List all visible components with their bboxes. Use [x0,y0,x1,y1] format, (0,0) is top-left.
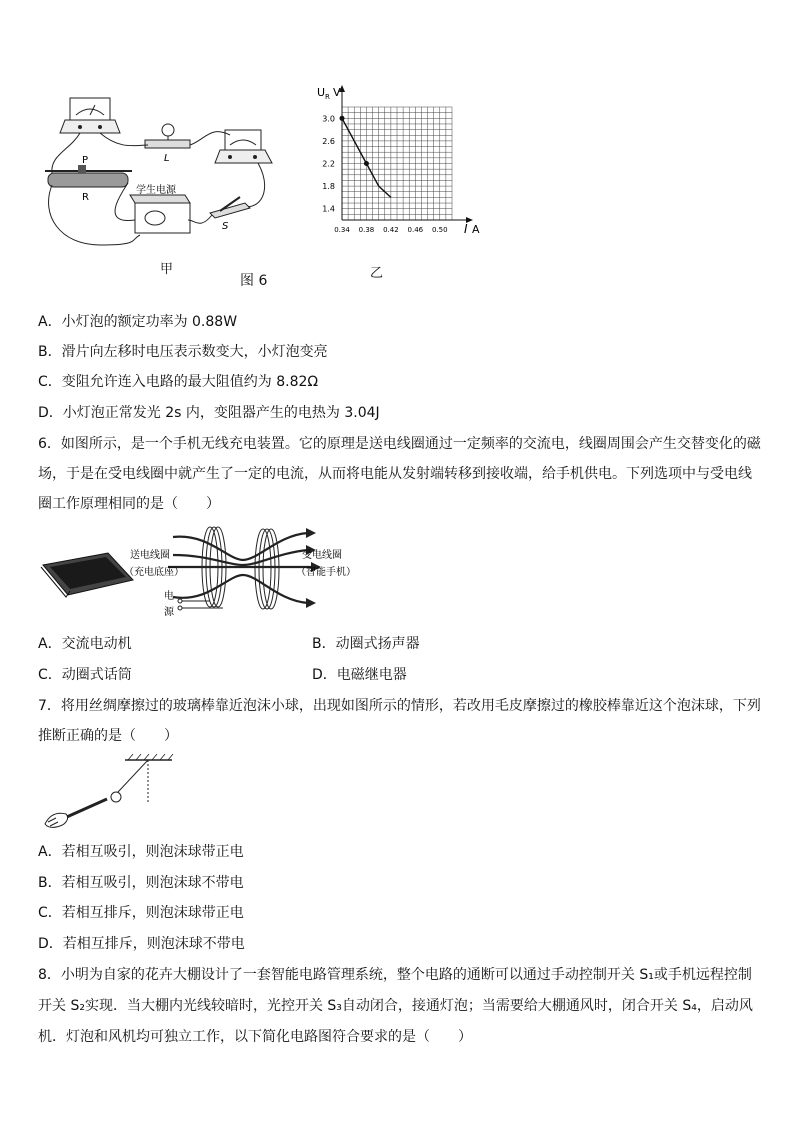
fig-right-label: 乙 [370,266,384,281]
y-tick-label: 1.8 [322,182,335,192]
q6-option-d: D．电磁继电器 [312,667,407,683]
q7-option-a: A．若相互吸引，则泡沫球带正电 [38,844,244,860]
label-l: L [164,153,170,164]
y-tick-labels [322,114,335,213]
x-tick-label: 0.42 [383,226,399,234]
graph-axes [339,85,473,223]
y-tick-label: 1.4 [322,204,335,214]
x-axis-label: I [464,222,468,236]
power-supply-icon [130,195,190,233]
q6-stem-line3: 圈工作原理相同的是（ ） [38,496,220,512]
q7-option-d: D．若相互排斥，则泡沫球不带电 [38,936,245,952]
phone-charger-icon [41,553,133,597]
q6-stem-line1: 6．如图所示，是一个手机无线充电装置。它的原理是送电线圈通过一定频率的交流电，线圈周围会产生交替变化的磁 [38,436,761,452]
fig-left-label: 甲 [160,262,174,277]
q7-option-b: B．若相互吸引，则泡沫球不带电 [38,875,244,891]
q5-option-d: D．小灯泡正常发光 2s 内，变阻器产生的电热为 3.04J [38,405,380,421]
q5-option-c: C．变阻允许连入电路的最大阻值约为 8.82Ω [38,374,319,390]
hand-rod-icon [45,799,107,827]
circuit-figure [40,95,290,255]
label-power: 学生电源 [136,185,176,196]
foam-ball-icon [111,792,121,802]
q7-option-c: C．若相互排斥，则泡沫球带正电 [38,905,244,921]
switch-icon [210,197,250,218]
ceiling-support-icon [125,754,173,802]
power-label-2: 源 [164,607,174,618]
x-tick-label: 0.38 [358,226,375,234]
q8-stem-line1: 8．小明为自家的花卉大棚设计了一套智能电路管理系统，整个电路的通断可以通过手动控制开关 S₁或手机远程控制 [38,967,752,983]
data-series [340,116,391,198]
lamp-icon [145,124,190,148]
y-axis-label: U [317,86,326,99]
data-point [340,116,345,121]
graph-grid [342,107,452,220]
y-axis-unit: V [333,86,341,99]
q5-option-a: A．小灯泡的额定功率为 0.88W [38,314,238,330]
field-lines [168,533,313,603]
send-coil-sublabel: （充电底座） [124,567,184,578]
q6-stem-line2: 场，于是在受电线圈中就产生了一定的电流，从而将电能从发射端转移到接收端，给手机供电。下列选项中与受电线 [38,466,752,482]
q5-option-b: B．滑片向左移时电压表示数变大，小灯泡变亮 [38,344,328,360]
foam-ball-figure [40,752,180,832]
q8-stem-line3: 机．灯泡和风机均可独立工作，以下简化电路图符合要求的是（ ） [38,1029,472,1045]
y-tick-label: 2.2 [322,159,335,169]
wireless-charging-figure [38,525,368,625]
receive-coil-icon [255,529,279,609]
data-point [364,161,369,166]
x-tick-label: 0.46 [407,226,424,234]
y-tick-label: 3.0 [322,114,335,124]
voltmeter-icon [60,98,120,133]
send-coil-label: 送电线圈 [130,550,170,561]
q7-stem-line2: 推断正确的是（ ） [38,728,178,744]
thread-line [118,760,148,792]
x-tick-labels [334,226,447,234]
rheostat-icon [45,165,132,187]
q6-option-a: A．交流电动机 [38,636,132,652]
q6-option-b: B．动圈式扬声器 [312,636,420,652]
label-p: P [82,155,89,166]
u-i-graph [300,80,490,260]
x-tick-label: 0.50 [431,226,448,234]
label-r: R [82,192,89,203]
q7-stem-line1: 7．将用丝绸摩擦过的玻璃棒靠近泡沫小球，出现如图所示的情形，若改用毛皮摩擦过的橡胶棒靠近这个泡沫球，下列 [38,698,761,714]
recv-coil-sublabel: （智能手机） [296,567,356,578]
power-label-1: 电 [164,591,174,602]
label-s: S [222,221,229,232]
power-terminals-icon [178,599,223,610]
y-axis-label-sub: R [325,93,330,101]
recv-coil-label: 受电线圈 [302,550,342,561]
fig-caption: 图 6 [240,273,268,289]
x-axis-unit: A [472,223,480,236]
q8-stem-line2: 开关 S₂实现．当大棚内光线较暗时，光控开关 S₃自动闭合，接通灯泡；当需要给大棚通风时，闭合开关 S₄，启动风 [38,998,753,1014]
x-tick-label: 0.34 [334,226,350,234]
q6-option-c: C．动圈式话筒 [38,667,132,683]
y-tick-label: 2.6 [322,136,335,146]
ammeter-icon [215,130,272,163]
